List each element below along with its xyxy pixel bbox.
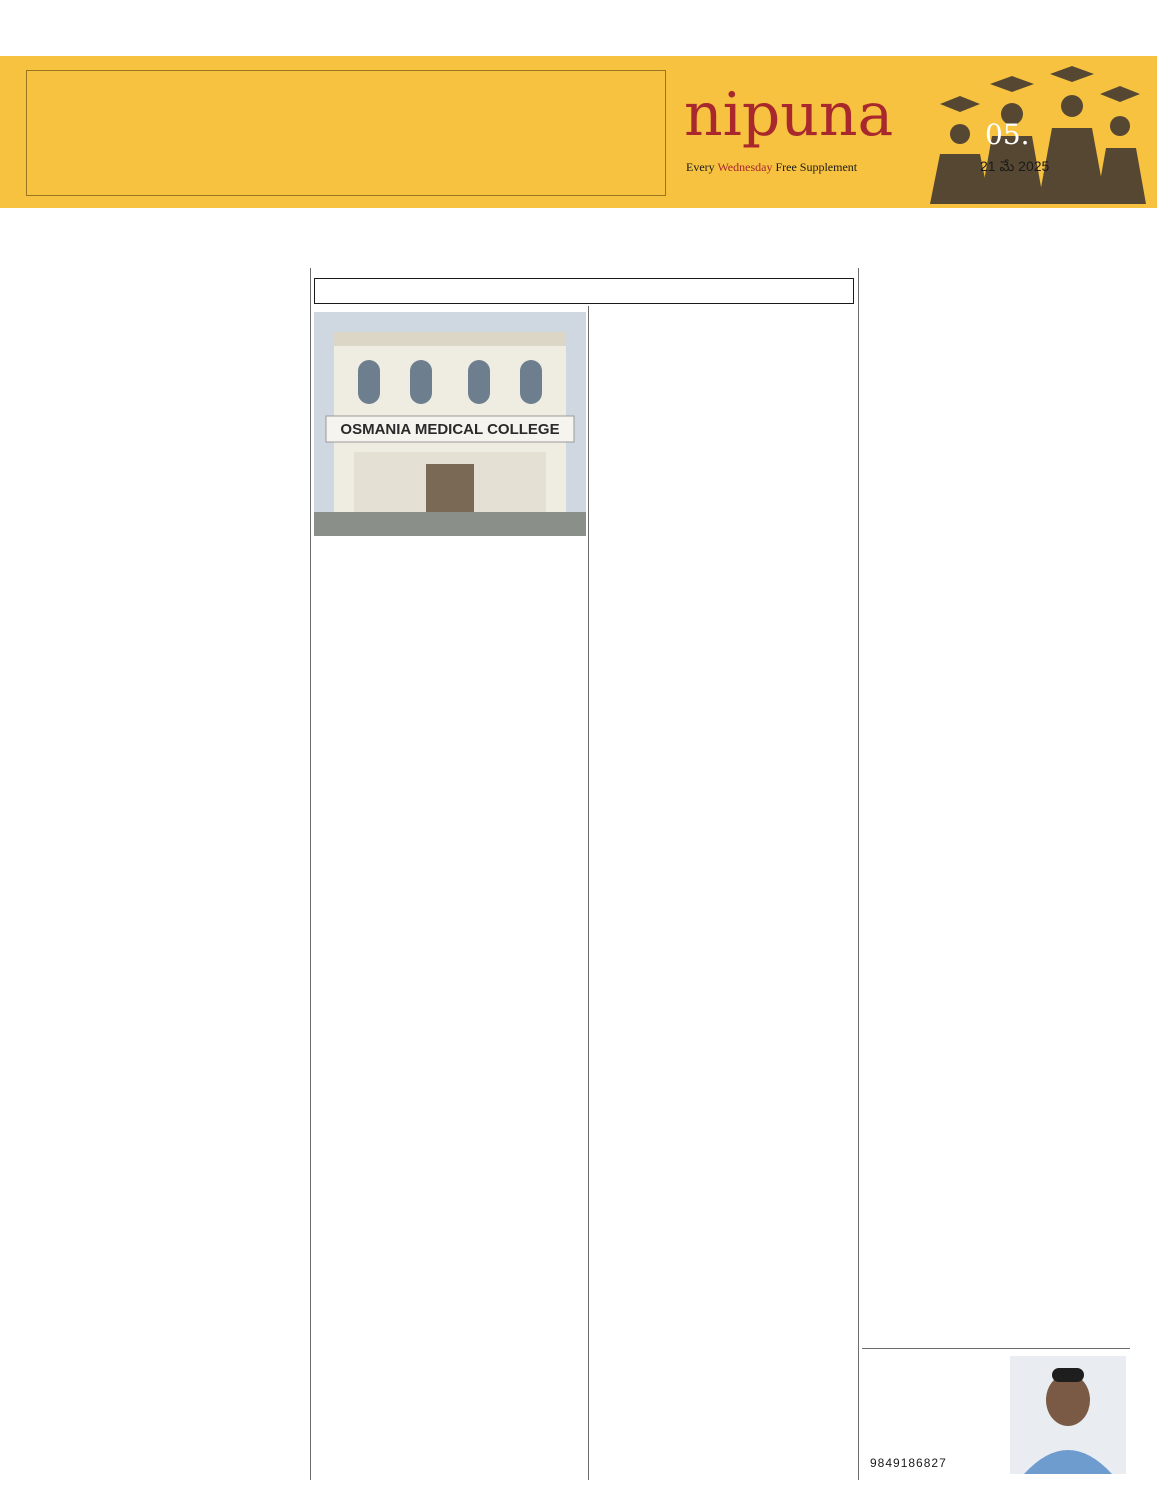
author-name [870,1359,1006,1377]
news-box-title [27,75,657,93]
news-box-body [33,97,659,191]
osmania-medical-college-photo [314,312,586,536]
author-designation [870,1381,1006,1451]
article-column-1 [26,268,308,1480]
author-photo [1010,1356,1126,1474]
issue-number: 05. [985,118,1030,151]
article-subheadline [314,278,854,304]
page-headline [20,220,1137,270]
article-column-3 [592,306,854,1480]
page-count [980,180,1100,198]
column-divider [858,268,859,1480]
photo-sign-text: OSMANIA MEDICAL COLLEGE [340,421,560,438]
supplement-tagline: Every Wednesday Free Supplement [686,160,858,174]
article-column-2 [314,540,586,1480]
brand-logo: nipuna [684,80,894,150]
article-column-4 [862,268,1130,1338]
column-divider [310,268,311,1480]
news-box [26,70,666,196]
author-phone: 9849186827 [870,1456,947,1470]
issue-date: 21 మే 2025 [980,158,1050,174]
column-divider [588,306,589,1480]
